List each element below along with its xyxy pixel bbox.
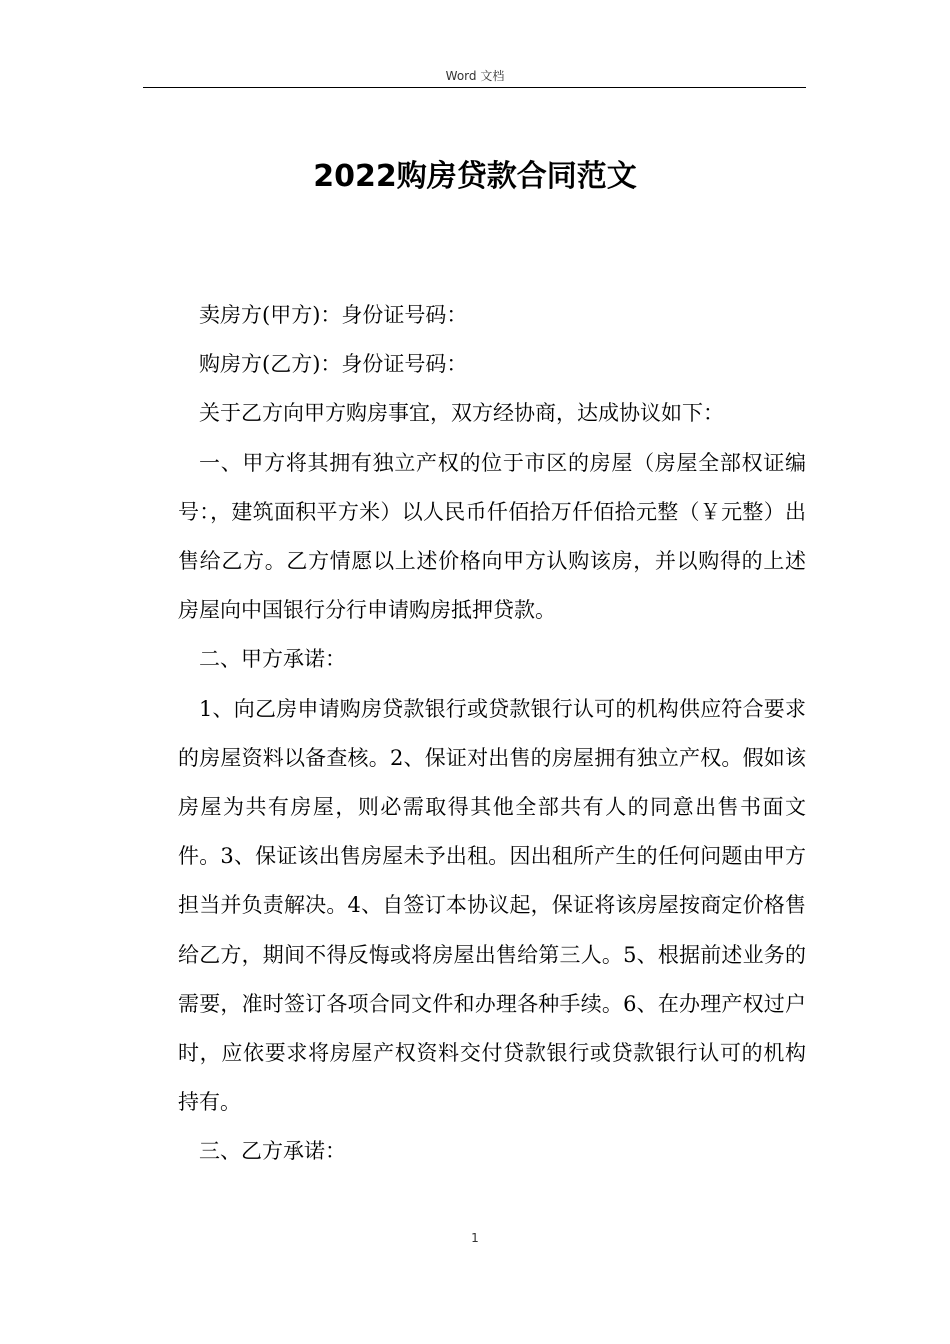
paragraph-seller: 卖房方(甲方)：身份证号码： [199, 303, 468, 327]
page-number: 1 [471, 1231, 479, 1245]
page-header-label: Word 文档 [445, 69, 505, 83]
paragraph-clause-1: 一、甲方将其拥有独立产权的位于市区的房屋（房屋全部权证编号：，建筑面积平方米）以人民币仟佰拾万仟佰拾元整（￥元整）出售给乙方。乙方情愿以上述价格向甲方认购该房，并以购得的上述房屋向中国银行分行申请购房抵押贷款。 [178, 450, 806, 623]
paragraph-seller-promises: 1、向乙房申请购房贷款银行或贷款银行认可的机构供应符合要求的房屋资料以备查核。2、保证对出售的房屋拥有独立产权。假如该房屋为共有房屋，则必需取得其他全部共有人的同意出售书面文件。3、保证该出售房屋未予出租。因出租所产生的任何问题由甲方担当并负责解决。4、自签订本协议起，保证将该房屋按商定价格售给乙方，期间不得反悔或将房屋出售给第三人。5、根据前述业务的需要，准时签订各项合同文件和办理各种手续。6、在办理产权过户时，应依要求将房屋产权资料交付贷款银行或贷款银行认可的机构持有。 [178, 696, 806, 1115]
paragraph-intro: 关于乙方向甲方购房事宜，双方经协商，达成协议如下： [199, 401, 724, 426]
document-title: 2022购房贷款合同范文 [313, 159, 637, 194]
paragraph-buyer-promises-heading: 三、乙方承诺： [199, 1139, 346, 1164]
document-body [178, 291, 806, 1177]
paragraph-buyer: 购房方(乙方)：身份证号码： [199, 352, 468, 377]
paragraph-seller-promises-heading: 二、甲方承诺： [199, 647, 346, 672]
header-divider [143, 87, 806, 88]
